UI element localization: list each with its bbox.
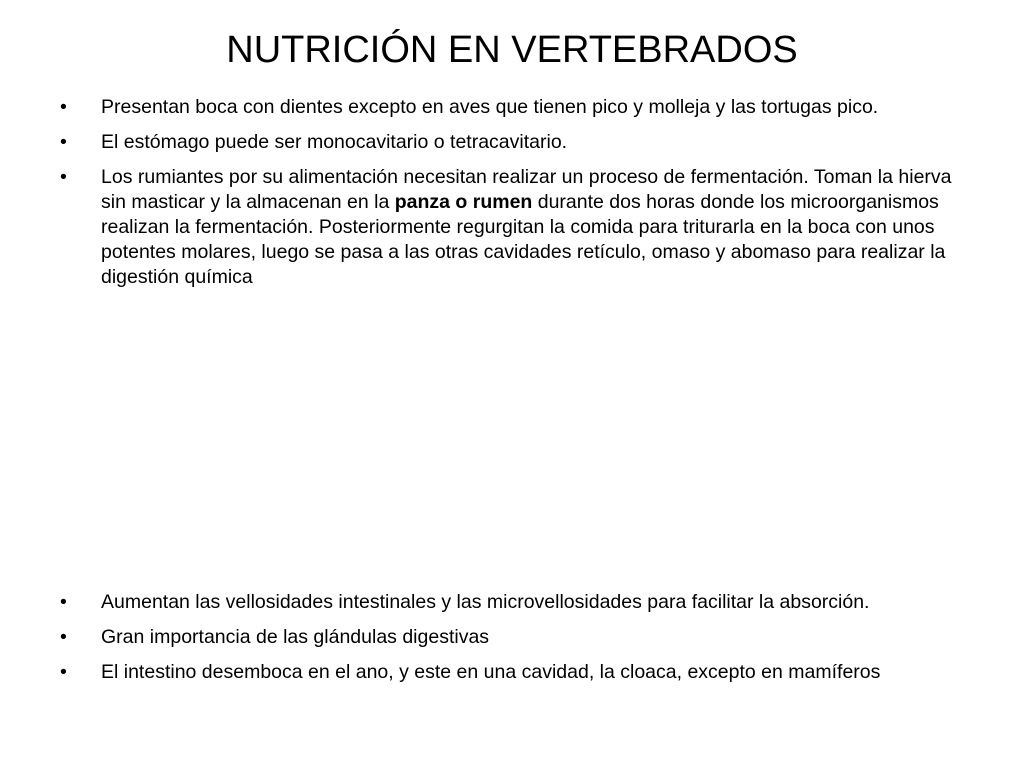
bullet-item-ruminants bbox=[60, 165, 960, 290]
bullet-item-intestine bbox=[60, 660, 960, 685]
bullet-item-teeth bbox=[60, 95, 960, 120]
bullet-item-villi bbox=[60, 590, 960, 615]
bullet-text: Aumentan las vellosidades intestinales y las microvellosidades para facilitar la absorción. bbox=[101, 591, 870, 613]
bullet-text-before: Los rumiantes por su alimentación necesitan realizar un proceso de fermentación. Toman la hierva sin masticar y la almacenan en la bbox=[101, 166, 952, 213]
bullet-icon: • bbox=[60, 166, 67, 188]
bullet-item-stomach bbox=[60, 130, 960, 155]
bullet-text: El estómago puede ser monocavitario o tetracavitario. bbox=[101, 131, 568, 153]
bullet-icon: • bbox=[60, 626, 67, 648]
bullet-item-glands bbox=[60, 625, 960, 650]
slide-title: NUTRICIÓN EN VERTEBRADOS bbox=[226, 29, 798, 71]
bullet-text: El intestino desemboca en el ano, y este en una cavidad, la cloaca, excepto en mamíferos bbox=[101, 661, 881, 683]
bullet-text-after: durante dos horas donde los microorganismos realizan la fermentación. Posteriormente regurgitan la comida para triturarla en la boca con unos potentes molares, luego se pasa a las otras cavidades retículo, omaso y abomaso para realizar la digestión química bbox=[101, 191, 946, 288]
bullet-icon: • bbox=[60, 131, 67, 153]
bullet-text: Gran importancia de las glándulas digestivas bbox=[101, 626, 490, 648]
bullet-list-bottom bbox=[60, 590, 960, 695]
bullet-text-bold: panza o rumen bbox=[394, 191, 533, 213]
bullet-icon: • bbox=[60, 591, 67, 613]
bullet-text: Presentan boca con dientes excepto en aves que tienen pico y molleja y las tortugas pico. bbox=[101, 96, 879, 118]
bullet-list-top bbox=[60, 95, 960, 300]
bullet-icon: • bbox=[60, 661, 67, 683]
bullet-icon: • bbox=[60, 96, 67, 118]
